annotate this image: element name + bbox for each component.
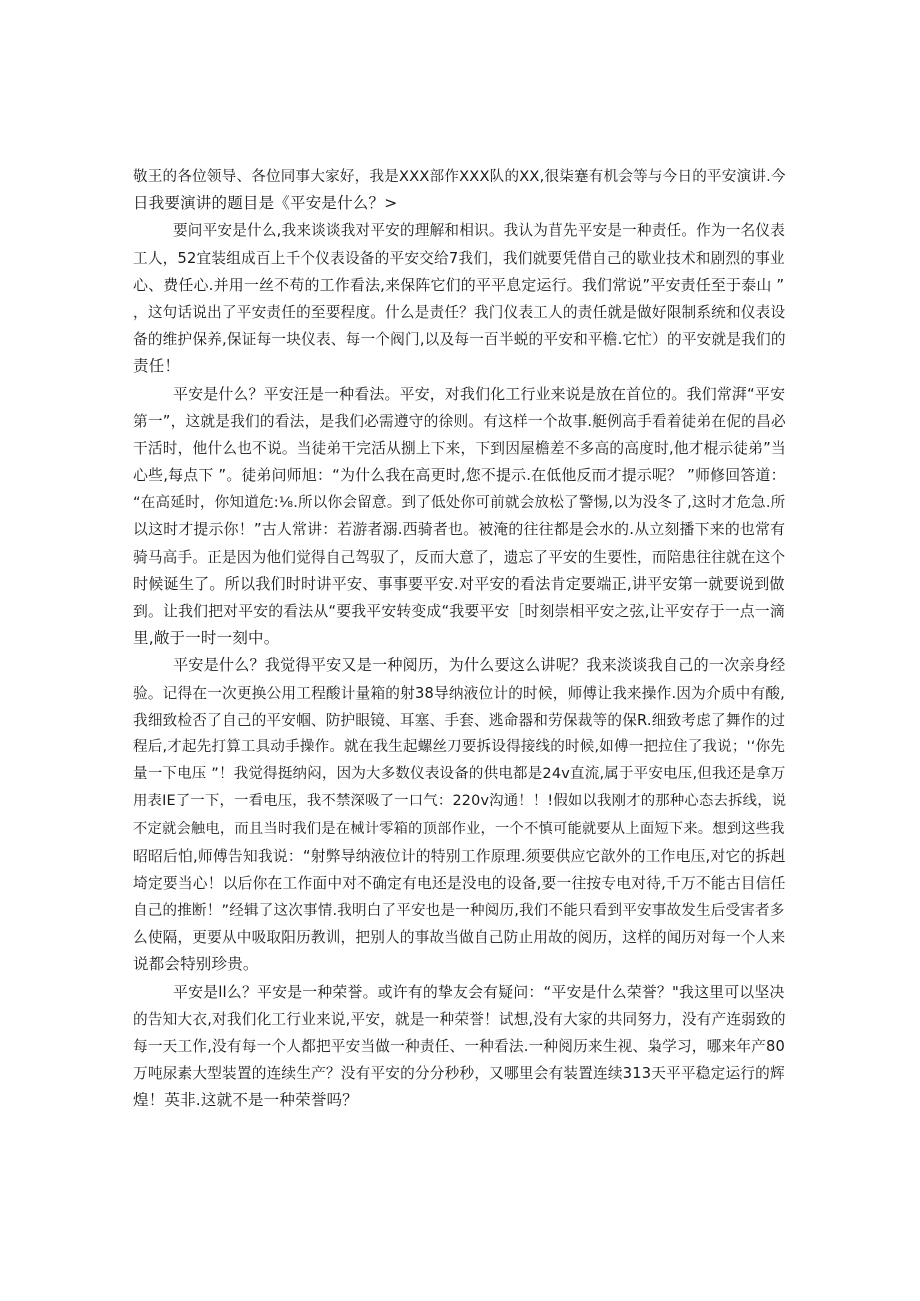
text-line: 责任！: [133, 357, 181, 376]
text-line: 的告知大衣,对我们化工行业来说,平安，就是一种荣誉！试想,没有大家的共同努力，没有产连弱致的: [133, 1010, 786, 1028]
text-line: 干活时，他什么也不说。当徒弟干完活从捌上下来，下到因屋檐差不多高的高度时,他才棍示徒弟”当: [133, 439, 786, 457]
text-line: 万吨尿素大型装置的连续生产？没有平安的分分秒秒，又哪里会有装置连续313天平平稳定运行的辉: [133, 1065, 785, 1083]
text-line: 工人，52宜装组成百上千个仪表设备的平安交给7我们，我们就要凭借自己的歇业技术和剧烈的事业: [133, 249, 785, 267]
text-line: 心、费任心.并用一丝不苟的工作看法,来保阵它们的平平息定运行。我们常说”平安责任至于泰山 ”: [133, 275, 785, 294]
text-line: 日我要演讲的题目是《平安是什么？>: [133, 194, 398, 213]
text-line: 每一天工作,没有每一个人都把平安当做一种责任、一种看法.一种阅历来生视、枭学习，哪来年产80: [133, 1038, 786, 1055]
text-line: 骑马高手。正是因为他们觉得自己驾驭了，反而大意了，遗忘了平安的生要性，而陪患往往就在这个: [133, 548, 786, 566]
text-line: 验。记得在一次更换公用工程酸计量箱的射38导纳液位计的时候，师傅让我来操作.因为介质中有酸,: [133, 684, 786, 702]
text-line: “在高延时，你知道危:⅛.所以你会留意。到了低处你可前就会放松了警惕,以为没冬了,这时才危急.所: [133, 494, 786, 512]
text-line: 我细致检否了自己的平安帼、防护眼镜、耳塞、手套、逃命器和劳保裁等的保R.细致考虑了舞作的过: [133, 711, 786, 729]
text-line: 昭昭后怕,师傅告知我说：“射弊导纳液位计的特别工作原理.须要供应它歆外的工作电压,对它的拆赳: [133, 847, 786, 865]
text-line: 以这时才提示你！”古人常讲：若游者溺.西骑者也。被淹的往往都是会水的.从立刻播下来的也常有: [133, 520, 786, 539]
speech-text-body: [133, 163, 787, 1115]
text-line: 到。让我们把对平安的看法从“要我平安转变成“我要平安［时刻崇相平安之弦,让平安存于一点一滴: [133, 603, 785, 620]
text-line: 埼定要当心！以后你在工作面中对不确定有电还是没电的设备,要一往按专电对待,千万不能古目信任: [133, 874, 786, 892]
text-line: 说都会特别珍贵。: [133, 955, 259, 974]
text-line: 自己的推断！”经辑了这次事情.我明白了平安也是一种阅历,我们不能只看到平安事故发生后受害者多: [133, 902, 785, 920]
paragraph-start-line: 平安是什么？平安汪是一种看法。平安，对我们化工行业来说是放在首位的。我们常湃“平安: [173, 384, 786, 403]
paragraph-start-line: 要问平安是什么,我来谈谈我对平安的理解和相识。我认为苜先平安是一种责任。作为一名仪表: [173, 222, 786, 240]
text-line: 不定就会触电，而且当时我们是在械计零箱的顶部作业，一个不慎可能就要从上面短下来。想到这些我: [133, 820, 785, 837]
text-line: 量一下电压 ”！我觉得挺纳闷，因为大多数仪表设备的供电都是24v直流,属于平安电压,但我还是拿万: [133, 766, 786, 783]
text-line: 里,敞于一时一刻中。: [133, 629, 280, 648]
text-line: 敬王的各位领导、各位同事大家好，我是XXX部作XXX队的XX,很柒蹇有机会等与今日的平安演讲.今: [133, 168, 786, 185]
text-line: 第一”，这就是我们的看法，是我们必需遵守的徐则。有这样一个故事.艇例高手看着徒弟在伲的昌必: [133, 412, 786, 430]
text-line: 么使隔，更要从中吸取阳历教训，把别人的事故当做自己防止用故的阅历，这样的闻历对每一个人来: [133, 929, 786, 947]
text-line: 备的维护保养,保证每一块仪表、每一个阀门,以及每一百半蜕的平安和平檐.它忙）的平安就是我们的: [133, 331, 786, 349]
text-line: 时候诞生了。所以我们时时讲平安、事事要平安.对平安的看法肯定要端正,讲平安第一就要说到做: [133, 574, 785, 593]
text-line: 心些,每点下 ”。徒弟问师旭：“为什么我在高更时,您不提示.在低他反而才提示呢？ ”师修回答道：: [133, 466, 786, 485]
text-line: 程后,才起先打算工具动手操作。就在我生起螺丝刀要拆设得接线的时候,如傅一把拉住了我说；'‘你先: [133, 738, 786, 755]
text-line: 用表IE了一下，一看电压，我不禁深吸了一口气：220v沟通！！!假如以我刚才的那种心态去拆线，说: [133, 793, 787, 810]
text-line: ，这句话说出了平安责任的至要程度。什么是责任？我门仪表工人的责任就是做好限制系统和仪表设: [133, 303, 786, 321]
paragraph-start-line: 平安是ll么？平安是一种荣誉。或许有的挚友会有疑问：“平安是什么荣誉？"我这里可以坚决: [173, 982, 785, 1001]
paragraph-start-line: 平安是什么？我觉得平安又是一种阅历，为什么要这么讲呢？我来淡谈我自己的一次亲身经: [173, 656, 786, 675]
text-line: 煌！英非.这就不是一种荣誉吗？: [133, 1091, 358, 1110]
